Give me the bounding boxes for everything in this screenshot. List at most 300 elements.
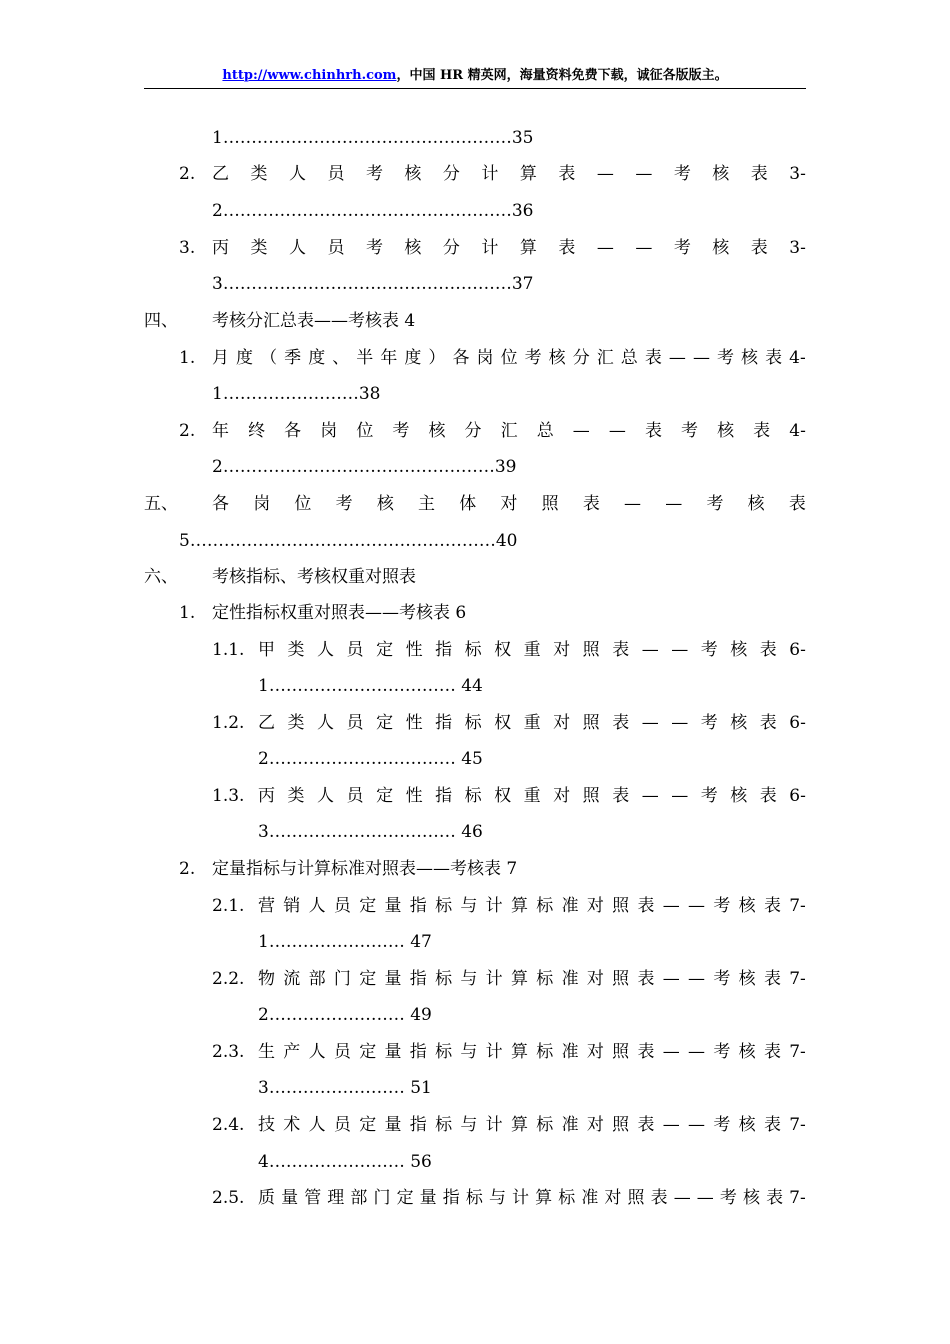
toc-char: 岗: [253, 494, 271, 514]
toc-char: 考: [706, 494, 724, 514]
toc-char: 总: [620, 348, 638, 368]
toc-char: 门: [373, 1188, 391, 1208]
toc-subnumber: 2.1.: [212, 896, 245, 916]
toc-char: 表: [612, 640, 630, 660]
toc-line[interactable]: 4…………………… 56: [258, 1152, 432, 1172]
toc-char: 类: [287, 640, 305, 660]
toc-char: —: [671, 640, 689, 660]
toc-char: 权: [494, 786, 512, 806]
toc-char: 算: [510, 1042, 528, 1062]
toc-char: 标: [536, 969, 554, 989]
toc-char: 量: [419, 1188, 437, 1208]
toc-char: 核: [404, 238, 422, 258]
toc-char: 总: [536, 421, 554, 441]
toc-char: 算: [519, 238, 537, 258]
toc-char: 指: [435, 786, 453, 806]
toc-char: 核: [738, 1115, 756, 1135]
toc-char: 流: [283, 969, 301, 989]
toc-char: 表: [763, 1042, 781, 1062]
toc-subentry-title[interactable]: [258, 713, 806, 733]
toc-char: 计: [512, 1188, 530, 1208]
toc-char: 考: [335, 494, 353, 514]
toc-char: —: [641, 786, 659, 806]
toc-char: —: [572, 421, 590, 441]
toc-char: 表: [644, 421, 662, 441]
toc-char: 员: [333, 1115, 351, 1135]
toc-char: 照: [582, 786, 600, 806]
toc-char: 员: [327, 238, 345, 258]
toc-char: 7-: [789, 1042, 806, 1062]
toc-char: 照: [582, 640, 600, 660]
toc-line[interactable]: 2…………………… 49: [258, 1005, 432, 1025]
toc-char: 表: [763, 896, 781, 916]
toc-char: 考: [673, 238, 691, 258]
toc-char: 术: [283, 1115, 301, 1135]
toc-char: 照: [582, 713, 600, 733]
toc-subentry-title[interactable]: [258, 969, 806, 989]
toc-char: —: [662, 1042, 680, 1062]
toc-char: 员: [327, 164, 345, 184]
toc-char: 准: [561, 896, 579, 916]
toc-char: 与: [460, 896, 478, 916]
toc-number: 1.: [179, 603, 196, 623]
toc-char: 核: [730, 640, 748, 660]
toc-subnumber: 2.3.: [212, 1042, 245, 1062]
toc-char: 表: [637, 1042, 655, 1062]
toc-char: 与: [460, 969, 478, 989]
page-header: [144, 68, 806, 89]
toc-entry-title[interactable]: [212, 164, 806, 184]
toc-char: 性: [405, 786, 423, 806]
toc-char: 对: [553, 786, 571, 806]
toc-char: 位: [356, 421, 374, 441]
toc-char: —: [662, 969, 680, 989]
toc-char: 准: [561, 969, 579, 989]
toc-char: 位: [294, 494, 312, 514]
toc-section-number: 五、: [144, 494, 178, 514]
toc-char: ）: [428, 348, 446, 368]
toc-section-title[interactable]: [212, 494, 806, 514]
toc-char: —: [688, 1115, 706, 1135]
toc-char: 权: [494, 713, 512, 733]
toc-line[interactable]: 3…………………………… 46: [258, 822, 483, 842]
toc-char: 7-: [789, 1188, 806, 1208]
toc-char: 丙: [258, 786, 275, 806]
toc-char: 计: [481, 238, 499, 258]
toc-char: 考: [713, 1115, 731, 1135]
toc-char: 考: [392, 421, 410, 441]
toc-char: 员: [346, 640, 364, 660]
toc-char: 标: [465, 1188, 483, 1208]
toc-char: 表: [750, 164, 768, 184]
toc-section-title[interactable]: 考核指标、考核权重对照表: [212, 567, 416, 587]
toc-char: 考: [700, 786, 718, 806]
toc-char: 与: [460, 1115, 478, 1135]
toc-char: 准: [581, 1188, 599, 1208]
toc-char: 考: [681, 421, 699, 441]
toc-subnumber: 1.1.: [212, 640, 245, 660]
toc-char: 核: [738, 896, 756, 916]
toc-char: 标: [464, 640, 482, 660]
toc-char: —: [662, 896, 680, 916]
toc-char: 量: [281, 1188, 299, 1208]
toc-char: 计: [485, 1115, 503, 1135]
toc-char: 7-: [789, 1115, 806, 1135]
toc-char: 对: [586, 1042, 604, 1062]
toc-char: 分: [442, 164, 460, 184]
toc-char: —: [641, 640, 659, 660]
toc-char: 定: [359, 1115, 377, 1135]
toc-char: 核: [730, 786, 748, 806]
toc-char: 定: [396, 1188, 414, 1208]
toc-char: 考: [524, 348, 542, 368]
toc-char: 员: [333, 1042, 351, 1062]
toc-char: 人: [288, 164, 306, 184]
toc-char: 核: [717, 421, 735, 441]
toc-char: 核: [712, 164, 730, 184]
toc-char: 指: [409, 896, 427, 916]
toc-char: 表: [637, 1115, 655, 1135]
toc-char: 分: [442, 238, 460, 258]
toc-subentry-title[interactable]: [258, 896, 806, 916]
toc-char: 物: [258, 969, 275, 989]
toc-char: 考: [713, 969, 731, 989]
toc-char: 各: [212, 494, 229, 514]
toc-line[interactable]: 3……………………………………………37: [212, 274, 534, 294]
toc-char: 人: [288, 238, 306, 258]
toc-char: 定: [376, 713, 394, 733]
toc-char: 性: [405, 640, 423, 660]
toc-entry-title[interactable]: 定性指标权重对照表——考核表 6: [212, 603, 467, 623]
toc-char: 标: [536, 896, 554, 916]
toc-char: 类: [287, 786, 305, 806]
toc-line[interactable]: 3…………………… 51: [258, 1078, 432, 1098]
toc-char: 量: [384, 969, 402, 989]
toc-line[interactable]: 1…………………………… 44: [258, 676, 483, 696]
toc-char: 岗: [320, 421, 338, 441]
toc-char: 表: [766, 1188, 784, 1208]
toc-char: 3-: [789, 238, 806, 258]
toc-section-number: 四、: [144, 311, 178, 331]
toc-char: 对: [586, 1115, 604, 1135]
toc-char: 产: [283, 1042, 301, 1062]
toc-char: 各: [452, 348, 470, 368]
toc-char: 定: [359, 969, 377, 989]
toc-char: 照: [541, 494, 559, 514]
toc-char: —: [641, 713, 659, 733]
toc-char: 人: [317, 713, 335, 733]
toc-number: 3.: [179, 238, 196, 258]
toc-char: 对: [553, 640, 571, 660]
toc-char: 核: [730, 713, 748, 733]
toc-char: 度: [308, 348, 326, 368]
toc-char: 分: [464, 421, 482, 441]
toc-char: 表: [788, 494, 806, 514]
toc-char: 权: [494, 640, 512, 660]
toc-char: 类: [250, 238, 268, 258]
toc-char: —: [665, 494, 683, 514]
toc-char: 技: [258, 1115, 275, 1135]
toc-char: 表: [650, 1188, 668, 1208]
toc-char: 理: [327, 1188, 345, 1208]
toc-char: 季: [284, 348, 302, 368]
toc-char: 表: [763, 1115, 781, 1135]
toc-char: 对: [604, 1188, 622, 1208]
toc-char: —: [662, 1115, 680, 1135]
toc-char: 员: [333, 896, 351, 916]
toc-subnumber: 1.2.: [212, 713, 245, 733]
toc-char: 丙: [212, 238, 229, 258]
toc-char: （: [260, 348, 278, 368]
toc-char: 指: [435, 713, 453, 733]
toc-char: 核: [741, 348, 759, 368]
toc-char: 体: [459, 494, 477, 514]
toc-char: 年: [212, 421, 229, 441]
toc-char: —: [688, 1042, 706, 1062]
toc-char: 表: [558, 238, 576, 258]
toc-entry-title[interactable]: [212, 421, 806, 441]
toc-char: 计: [485, 969, 503, 989]
toc-char: —: [635, 164, 653, 184]
toc-char: 表: [753, 421, 771, 441]
toc-char: 准: [561, 1042, 579, 1062]
toc-line[interactable]: 1……………………………………………35: [212, 128, 534, 148]
toc-subentry-title[interactable]: [258, 786, 806, 806]
toc-char: 表: [759, 786, 777, 806]
toc-char: 6-: [789, 640, 806, 660]
toc-char: 考: [716, 348, 734, 368]
toc-entry-title[interactable]: [212, 348, 806, 368]
toc-char: 表: [612, 786, 630, 806]
toc-char: 表: [558, 164, 576, 184]
toc-char: 标: [536, 1115, 554, 1135]
toc-char: 部: [308, 969, 326, 989]
toc-char: 标: [464, 713, 482, 733]
toc-char: 与: [488, 1188, 506, 1208]
toc-char: 核: [747, 494, 765, 514]
toc-char: —: [696, 1188, 714, 1208]
toc-char: —: [596, 164, 614, 184]
toc-char: 位: [500, 348, 518, 368]
toc-char: 照: [612, 969, 630, 989]
toc-char: 部: [350, 1188, 368, 1208]
toc-char: 考: [365, 238, 383, 258]
toc-char: 4-: [789, 421, 806, 441]
toc-char: 对: [500, 494, 518, 514]
toc-char: 管: [304, 1188, 322, 1208]
toc-char: 照: [627, 1188, 645, 1208]
toc-char: 表: [582, 494, 600, 514]
toc-char: 计: [485, 1042, 503, 1062]
toc-char: 表: [763, 969, 781, 989]
toc-char: 人: [308, 1042, 326, 1062]
toc-char: 表: [759, 713, 777, 733]
toc-number: 1.: [179, 348, 196, 368]
toc-line[interactable]: 1…………………… 47: [258, 932, 432, 952]
toc-char: 、: [332, 348, 350, 368]
toc-char: 量: [384, 1042, 402, 1062]
toc-char: 汇: [596, 348, 614, 368]
toc-char: 标: [435, 896, 453, 916]
toc-char: —: [692, 348, 710, 368]
toc-subentry-title[interactable]: [258, 1115, 806, 1135]
toc-char: —: [635, 238, 653, 258]
toc-subnumber: 2.4.: [212, 1115, 245, 1135]
toc-char: 员: [346, 713, 364, 733]
toc-char: 员: [346, 786, 364, 806]
toc-char: 表: [765, 348, 783, 368]
toc-char: —: [624, 494, 642, 514]
toc-char: —: [688, 896, 706, 916]
toc-char: 对: [586, 896, 604, 916]
toc-char: 算: [535, 1188, 553, 1208]
toc-char: 营: [258, 896, 275, 916]
toc-char: 核: [428, 421, 446, 441]
toc-char: 门: [333, 969, 351, 989]
toc-char: 标: [435, 969, 453, 989]
toc-subentry-title[interactable]: [258, 640, 806, 660]
toc-char: 表: [759, 640, 777, 660]
toc-char: 核: [376, 494, 394, 514]
toc-char: 各: [284, 421, 302, 441]
toc-char: 与: [460, 1042, 478, 1062]
toc-line[interactable]: 5………………………………………………40: [179, 531, 518, 551]
toc-char: 度: [236, 348, 254, 368]
toc-char: 标: [464, 786, 482, 806]
toc-subentry-title[interactable]: [258, 1188, 806, 1208]
toc-char: 分: [572, 348, 590, 368]
toc-char: 算: [510, 1115, 528, 1135]
toc-char: 照: [612, 1115, 630, 1135]
toc-char: 表: [612, 713, 630, 733]
toc-char: —: [671, 713, 689, 733]
toc-char: —: [668, 348, 686, 368]
toc-char: 照: [612, 896, 630, 916]
toc-char: 人: [308, 1115, 326, 1135]
toc-number: 2.: [179, 859, 196, 879]
header-text: ，中国 HR 精英网，海量资料免费下载，诚征各版版主。: [396, 68, 728, 83]
toc-char: 定: [376, 786, 394, 806]
toc-char: 人: [317, 640, 335, 660]
toc-char: 考: [719, 1188, 737, 1208]
toc-number: 2.: [179, 164, 196, 184]
toc-char: 主: [418, 494, 436, 514]
toc-line[interactable]: 2…………………………… 45: [258, 749, 483, 769]
toc-char: 考: [713, 1042, 731, 1062]
toc-char: —: [688, 969, 706, 989]
toc-char: 照: [612, 1042, 630, 1062]
toc-char: 标: [435, 1042, 453, 1062]
toc-char: 人: [308, 896, 326, 916]
toc-char: 7-: [789, 969, 806, 989]
toc-char: 对: [586, 969, 604, 989]
toc-char: —: [671, 786, 689, 806]
toc-char: 核: [742, 1188, 760, 1208]
toc-char: 量: [384, 1115, 402, 1135]
toc-char: 标: [558, 1188, 576, 1208]
toc-char: 指: [442, 1188, 460, 1208]
toc-char: 类: [250, 164, 268, 184]
toc-char: 表: [750, 238, 768, 258]
toc-char: 考: [673, 164, 691, 184]
toc-char: 乙: [258, 713, 275, 733]
toc-char: 表: [644, 348, 662, 368]
toc-subnumber: 1.3.: [212, 786, 245, 806]
toc-char: 考: [365, 164, 383, 184]
toc-char: 考: [700, 713, 718, 733]
toc-section-title[interactable]: 考核分汇总表——考核表 4: [212, 311, 416, 331]
toc-char: —: [608, 421, 626, 441]
toc-char: 指: [409, 1042, 427, 1062]
header-link[interactable]: http://www.chinhrh.com: [222, 68, 397, 83]
toc-char: 标: [435, 1115, 453, 1135]
toc-char: 算: [510, 896, 528, 916]
toc-char: 核: [738, 969, 756, 989]
toc-line[interactable]: 2……………………………………………36: [212, 201, 534, 221]
toc-char: 标: [536, 1042, 554, 1062]
toc-char: 终: [248, 421, 266, 441]
toc-char: 对: [553, 713, 571, 733]
toc-char: 指: [435, 640, 453, 660]
toc-char: 指: [409, 1115, 427, 1135]
toc-char: 类: [287, 713, 305, 733]
toc-char: 年: [380, 348, 398, 368]
toc-subentry-title[interactable]: [258, 1042, 806, 1062]
toc-char: 核: [548, 348, 566, 368]
toc-entry-title[interactable]: 定量指标与计算标准对照表——考核表 7: [212, 859, 518, 879]
toc-char: —: [596, 238, 614, 258]
toc-subnumber: 2.5.: [212, 1188, 245, 1208]
toc-char: 7-: [789, 896, 806, 916]
toc-char: 生: [258, 1042, 275, 1062]
toc-char: 表: [637, 896, 655, 916]
toc-char: 重: [523, 713, 541, 733]
toc-char: 算: [519, 164, 537, 184]
toc-char: 定: [359, 1042, 377, 1062]
toc-entry-title[interactable]: [212, 238, 806, 258]
toc-char: 6-: [789, 786, 806, 806]
toc-char: 乙: [212, 164, 229, 184]
toc-char: 度: [404, 348, 422, 368]
toc-char: 汇: [500, 421, 518, 441]
toc-line[interactable]: 1……………………38: [212, 384, 381, 404]
toc-char: 重: [523, 640, 541, 660]
toc-char: 核: [712, 238, 730, 258]
toc-char: 指: [409, 969, 427, 989]
toc-char: 考: [713, 896, 731, 916]
toc-char: —: [673, 1188, 691, 1208]
toc-char: 计: [485, 896, 503, 916]
toc-char: 准: [561, 1115, 579, 1135]
toc-char: 计: [481, 164, 499, 184]
toc-char: 性: [405, 713, 423, 733]
toc-char: 人: [317, 786, 335, 806]
toc-char: 量: [384, 896, 402, 916]
toc-number: 2.: [179, 421, 196, 441]
toc-char: 定: [359, 896, 377, 916]
toc-char: 考: [700, 640, 718, 660]
toc-char: 算: [510, 969, 528, 989]
toc-char: 月: [212, 348, 229, 368]
toc-char: 重: [523, 786, 541, 806]
toc-char: 3-: [789, 164, 806, 184]
toc-char: 销: [283, 896, 301, 916]
toc-char: 岗: [476, 348, 494, 368]
toc-line[interactable]: 2…………………………………………39: [212, 457, 517, 477]
toc-subnumber: 2.2.: [212, 969, 245, 989]
toc-char: 6-: [789, 713, 806, 733]
toc-char: 核: [738, 1042, 756, 1062]
